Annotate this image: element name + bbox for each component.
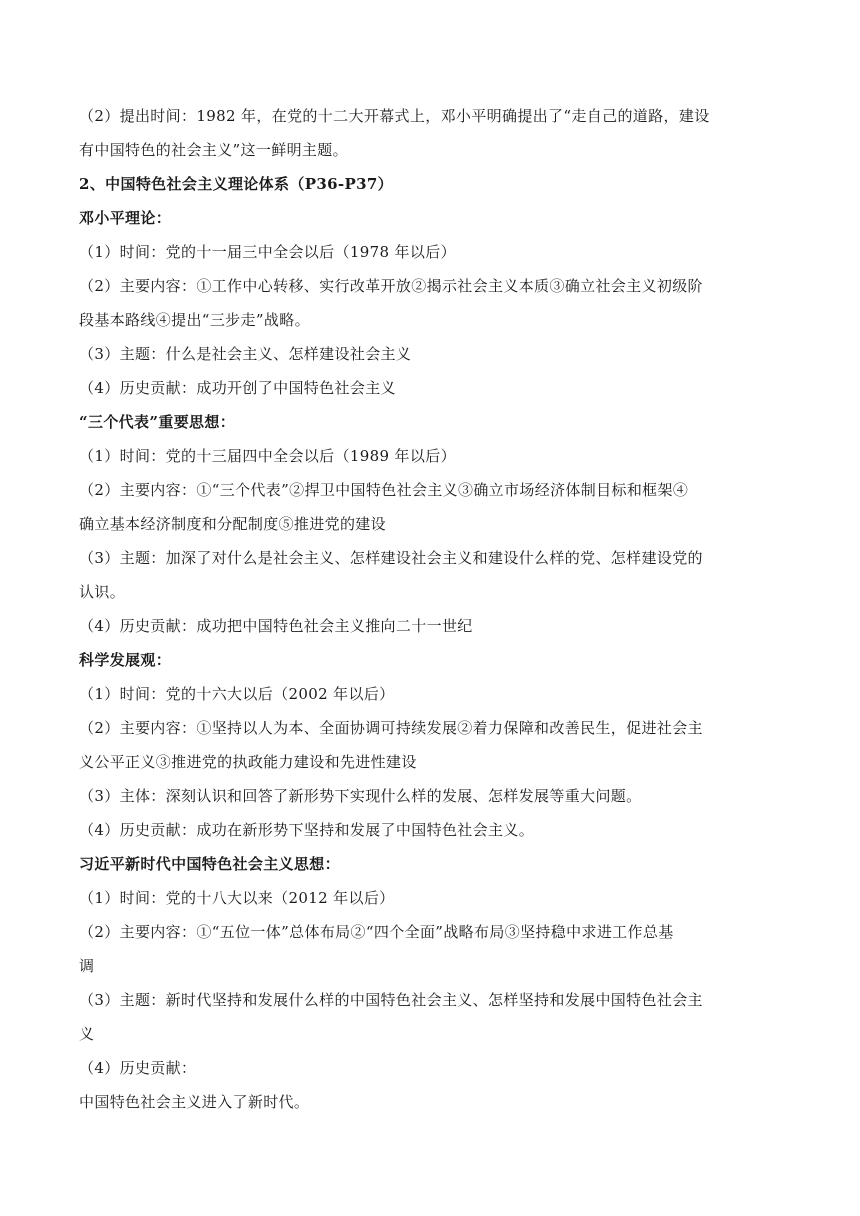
text-line: （2）主要内容：①坚持以人为本、全面协调可持续发展②着力保障和改善民生，促进社会主 bbox=[79, 719, 703, 737]
document-page bbox=[79, 99, 784, 1119]
subsection-heading: “三个代表”重要思想： bbox=[79, 413, 236, 431]
text-line: （4）历史贡献：成功把中国特色社会主义推向二十一世纪 bbox=[79, 617, 473, 635]
text-line: （4）历史贡献：成功在新形势下坚持和发展了中国特色社会主义。 bbox=[79, 821, 535, 839]
text-line: （3）主题：什么是社会主义、怎样建设社会主义 bbox=[79, 345, 412, 363]
text-line: 段基本路线④提出“三步走”战略。 bbox=[79, 311, 310, 329]
text-line: （2）主要内容：①工作中心转移、实行改革开放②揭示社会主义本质③确立社会主义初级阶 bbox=[79, 277, 703, 295]
text-line: （1）时间：党的十三届四中全会以后（1989 年以后） bbox=[79, 447, 456, 465]
subsection-heading: 邓小平理论： bbox=[79, 209, 172, 227]
text-line: （2）主要内容：①“五位一体”总体布局②“四个全面”战略布局③坚持稳中求进工作总基 bbox=[79, 923, 674, 941]
text-line: （4）历史贡献： bbox=[79, 1059, 197, 1077]
text-line: 调 bbox=[79, 957, 95, 975]
text-line: （1）时间：党的十六大以后（2002 年以后） bbox=[79, 685, 395, 703]
text-line: 认识。 bbox=[79, 583, 126, 601]
subsection-heading: 科学发展观： bbox=[79, 651, 172, 669]
text-line: （4）历史贡献：成功开创了中国特色社会主义 bbox=[79, 379, 396, 397]
text-line: 义 bbox=[79, 1025, 95, 1043]
text-line: （3）主体：深刻认识和回答了新形势下实现什么样的发展、怎样发展等重大问题。 bbox=[79, 787, 642, 805]
text-line: 有中国特色的社会主义”这一鲜明主题。 bbox=[79, 141, 348, 159]
text-line: （2）提出时间：1982 年，在党的十二大开幕式上，邓小平明确提出了“走自己的道路，建设 bbox=[79, 107, 710, 125]
text-line: （3）主题：加深了对什么是社会主义、怎样建设社会主义和建设什么样的党、怎样建设党的 bbox=[79, 549, 703, 567]
text-line: （2）主要内容：①“三个代表”②捍卫中国特色社会主义③确立市场经济体制目标和框架④ bbox=[79, 481, 689, 499]
text-line: 义公平正义③推进党的执政能力建设和先进性建设 bbox=[79, 753, 417, 771]
text-line: （1）时间：党的十一届三中全会以后（1978 年以后） bbox=[79, 243, 456, 261]
section-heading: 2、中国特色社会主义理论体系（P36-P37） bbox=[79, 175, 394, 193]
text-line: （3）主题：新时代坚持和发展什么样的中国特色社会主义、怎样坚持和发展中国特色社会主 bbox=[79, 991, 703, 1009]
subsection-heading: 习近平新时代中国特色社会主义思想： bbox=[79, 855, 340, 873]
text-line: （1）时间：党的十八大以来（2012 年以后） bbox=[79, 889, 395, 907]
text-line: 确立基本经济制度和分配制度⑤推进党的建设 bbox=[79, 515, 387, 533]
text-line: 中国特色社会主义进入了新时代。 bbox=[79, 1093, 310, 1111]
